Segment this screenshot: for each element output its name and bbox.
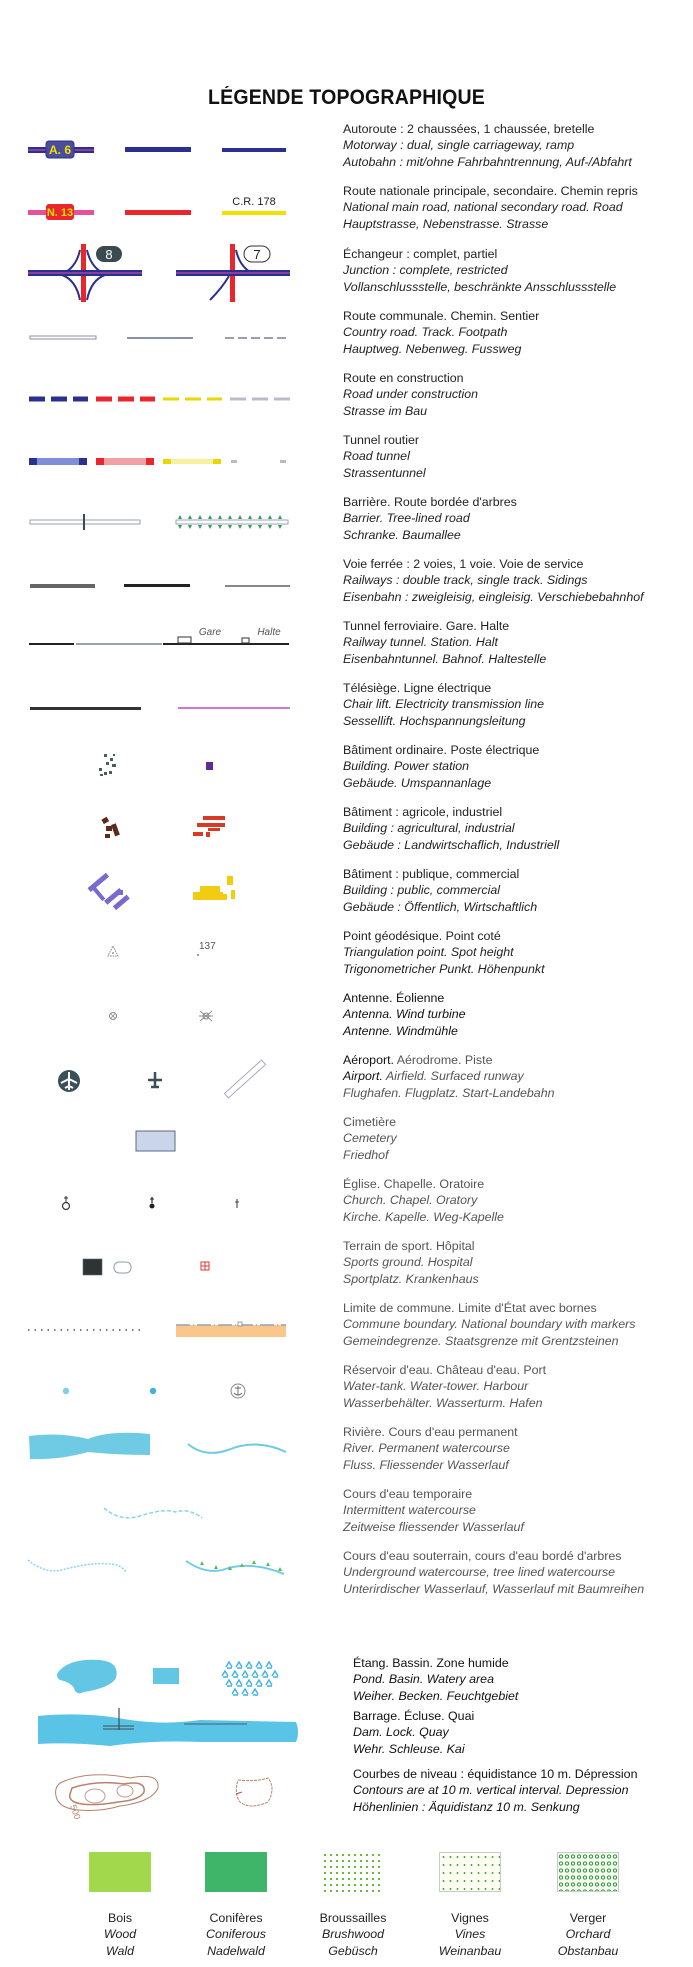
legend-text: Tunnel routier Road tunnel Strassentunnel — [343, 433, 426, 480]
legend-entry-water-tank — [0, 1362, 693, 1408]
legend-entry-sports-ground — [0, 1238, 693, 1284]
legend-entry-dam — [0, 1706, 693, 1764]
boundary-symbols — [0, 1300, 330, 1346]
tree-mark — [266, 1562, 270, 1566]
halt-label: Halte — [257, 627, 281, 638]
legend-text: Courbes de niveau : équidistance 10 m. Dépression Contours are at 10 m. vertical interval. Depression Höhenlinien : Äquidistanz 10 m. Senkung — [353, 1767, 638, 1814]
tree-mark — [218, 525, 222, 529]
legend-entry-triangulation — [0, 928, 693, 974]
tree-mark — [258, 525, 262, 529]
tree-mark — [248, 525, 252, 529]
tree-mark — [178, 515, 182, 519]
legend-entry-underground — [0, 1548, 693, 1594]
legend-text: Tunnel ferroviaire. Gare. Halte Railway tunnel. Station. Halt Eisenbahntunnel. Bahnof. Haltestelle — [343, 619, 547, 666]
contour-value-label: 500 — [68, 1803, 83, 1821]
airfield-fr-label: Aérodrome. Piste — [396, 1053, 493, 1067]
pond-icon — [57, 1660, 117, 1694]
legend-entry-building-agri-industrial — [0, 804, 693, 850]
wetland-mark — [272, 1671, 278, 1677]
tree-mark — [258, 515, 262, 519]
legend-text: Réservoir d'eau. Château d'eau. Port Water-tank. Water-tower. Harbour Wasserbehälter. Wasserturm. Hafen — [343, 1363, 547, 1410]
legend-entry-intermittent — [0, 1486, 693, 1532]
tree-mark — [188, 515, 192, 519]
wetland-mark — [266, 1662, 272, 1668]
wetland-mark — [236, 1680, 242, 1686]
tree-mark — [248, 515, 252, 519]
wetland-mark — [256, 1680, 262, 1686]
cemetery-icon — [136, 1131, 175, 1151]
tree-mark — [268, 515, 272, 519]
tree-mark — [178, 525, 182, 529]
legend-text: Terrain de sport. Hôpital Sports ground. Hospital Sportplatz. Krankenhaus — [343, 1239, 479, 1286]
route-number-label: A. 6 — [48, 143, 72, 157]
legend-entry-chair-lift — [0, 680, 693, 726]
legend-text: Autoroute : 2 chaussées, 1 chaussée, bretelle Motorway : dual, single carriageway, ramp Autobahn : mit/ohne Fahrbahntrennung, Auf-/Abfahrt — [343, 122, 632, 169]
vegetation-coniferous: Conifères Coniferous Nadelwald — [181, 1852, 291, 1959]
tree-mark — [228, 515, 232, 519]
wood-swatch — [89, 1852, 151, 1892]
legend-text: Échangeur : complet, partiel Junction : complete, restricted Vollanschlussstelle, beschränkte Ansschlussstelle — [343, 247, 617, 294]
legend-entry-boundary — [0, 1300, 693, 1346]
legend-entry-pond — [0, 1648, 693, 1706]
wetland-mark — [252, 1689, 258, 1695]
wetland-mark — [246, 1662, 252, 1668]
legend-text: Cours d'eau temporaire Intermittent watercourse Zeitweise fliessender Wasserlauf — [343, 1487, 524, 1534]
sports-ground-symbols — [0, 1238, 330, 1284]
orchard-swatch — [557, 1852, 619, 1892]
wind-turbine-icon — [199, 1011, 213, 1021]
tree-mark — [214, 1565, 218, 1569]
brushwood-swatch — [322, 1852, 384, 1892]
legend-text: Bâtiment : publique, commercial Building : public, commercial Gebäude : Öffentlich, Wirtschaftlich — [343, 867, 538, 914]
legend-entry-country-road — [0, 308, 693, 354]
water-tank-symbols — [0, 1362, 330, 1408]
national-road-symbols — [0, 183, 330, 229]
intermittent-watercourse-symbols — [0, 1486, 330, 1532]
legend-entry-airport — [0, 1052, 693, 1098]
legend-entry-cemetery — [0, 1114, 693, 1160]
stadium-icon — [114, 1262, 131, 1273]
antenna-icon — [110, 1013, 117, 1020]
water-tower-icon — [150, 1388, 156, 1394]
junction-number-label: 8 — [105, 247, 113, 262]
watercourse-line — [188, 1444, 286, 1453]
legend-entry-road-tunnel — [0, 432, 693, 478]
station-label: Gare — [198, 627, 222, 638]
tree-mark — [208, 525, 212, 529]
tree-mark — [238, 515, 242, 519]
chair-lift-symbols — [0, 680, 330, 726]
boundary-marker — [238, 1322, 242, 1326]
motorway-symbols — [0, 121, 330, 167]
legend-entry-motorway — [0, 121, 693, 167]
dam-symbols — [0, 1706, 330, 1764]
legend-entry-antenna — [0, 990, 693, 1036]
legend-entry-junction — [0, 244, 693, 304]
tree-mark — [278, 525, 282, 529]
legend-entry-church — [0, 1176, 693, 1222]
contour-index — [70, 1783, 144, 1805]
legend-text: Route nationale principale, secondaire. Chemin repris National main road, national secondary road. Road Hauptstrasse, Nebenstrasse. Strasse — [343, 184, 638, 231]
tree-mark — [252, 1560, 256, 1564]
tree-mark — [278, 1567, 282, 1571]
legend-text: Antenne. Éolienne Antenna. Wind turbine Antenne. Windmühle — [343, 991, 466, 1038]
spot-height-dot — [197, 954, 199, 956]
basin-icon — [153, 1668, 179, 1684]
watery-area-icon — [222, 1662, 278, 1695]
junction-number-label: 7 — [253, 247, 261, 262]
railway-symbols — [0, 556, 330, 602]
wetland-mark — [232, 1689, 238, 1695]
tree-mark — [278, 515, 282, 519]
contour-symbols — [0, 1766, 330, 1836]
river-area — [38, 1714, 298, 1746]
underground-watercourse-symbols — [0, 1548, 330, 1594]
cr-number-label: C.R. 178 — [232, 196, 276, 208]
wetland-mark — [226, 1680, 232, 1686]
legend-text: Limite de commune. Limite d'État avec bornes Commune boundary. National boundary with markers Gemeindegrenze. Staatsgrenze mit Grentzsteinen — [343, 1301, 636, 1348]
national-boundary — [176, 1325, 286, 1337]
legend-text: Route en construction Road under construction Strasse im Bau — [343, 371, 479, 418]
junction-symbols — [0, 244, 330, 304]
route-number-label: N. 13 — [46, 207, 74, 219]
vegetation-brushwood: Broussailles Brushwood Gebüsch — [298, 1852, 408, 1959]
wetland-mark — [246, 1680, 252, 1686]
tree-mark — [188, 525, 192, 529]
legend-entry-road-construction — [0, 370, 693, 416]
tree-mark — [208, 515, 212, 519]
legend-text: Bâtiment ordinaire. Poste électrique Building. Power station Gebäude. Umspannanlage — [343, 743, 540, 790]
spot-height-label: 137 — [199, 941, 216, 952]
road-tunnel-symbols — [0, 432, 330, 478]
wetland-mark — [236, 1662, 242, 1668]
wetland-mark — [226, 1662, 232, 1668]
legend-entry-barrier — [0, 494, 693, 540]
vines-swatch — [439, 1852, 501, 1892]
legend-entry-building — [0, 742, 693, 788]
triangulation-icon — [108, 946, 118, 956]
river-symbols — [0, 1424, 330, 1470]
legend-text: Étang. Bassin. Zone humide Pond. Basin. Watery area Weiher. Becken. Feuchtgebiet — [353, 1656, 519, 1703]
barrier-symbols — [0, 494, 330, 540]
tree-mark — [198, 515, 202, 519]
construction-road-symbols — [0, 370, 330, 416]
railway-tunnel-symbols — [0, 618, 330, 664]
vegetation-vines: Vignes Vines Weinanbau — [415, 1852, 525, 1959]
wetland-mark — [232, 1671, 238, 1677]
sports-ground-icon — [83, 1259, 102, 1275]
legend-text: Bâtiment : agricole, industriel Building : agricultural, industrial Gebäude : Landwirtschaflich, Industriell — [343, 805, 560, 852]
church-symbols — [0, 1176, 330, 1222]
coniferous-swatch — [205, 1852, 267, 1892]
legend-text: Route communale. Chemin. Sentier Country road. Track. Footpath Hauptweg. Nebenweg. Fussweg — [343, 309, 540, 356]
legend-text: Cimetière Cemetery Friedhof — [343, 1115, 397, 1162]
legend-text: Voie ferrée : 2 voies, 1 voie. Voie de service Railways : double track, single track. Sidings Eisenbahn : zweigleisig, eingleisig. Verschiebebahnhof — [343, 557, 644, 604]
hospital-icon — [201, 1262, 209, 1270]
legend-text: Télésiège. Ligne électrique Chair lift. Electricity transmission line Sessellift. Hochspannungsleitung — [343, 681, 545, 728]
tree-mark — [228, 525, 232, 529]
legend-text: Rivière. Cours d'eau permanent River. Permanent watercourse Fluss. Fliessender Wasserlauf — [343, 1425, 518, 1472]
country-road-symbols — [0, 308, 330, 354]
airfield-icon — [148, 1072, 162, 1088]
legend-text: Église. Chapelle. Oratoire Church. Chapel. Oratory Kirche. Kapelle. Weg-Kapelle — [343, 1177, 504, 1224]
triangulation-symbols — [0, 928, 330, 974]
page-title: LÉGENDE TOPOGRAPHIQUE — [207, 86, 485, 110]
building-agri-industrial-symbols — [0, 804, 330, 850]
wetland-mark — [256, 1662, 262, 1668]
river-area — [29, 1433, 150, 1459]
legend-text: Point géodésique. Point coté Triangulation point. Spot height Trigonometricher Punkt. Höhenpunkt — [343, 929, 545, 976]
oratory-icon — [235, 1199, 239, 1208]
legend-text: Aéroport. Aérodrome. Piste Airport. Airfield. Surfaced runway Flughafen. Flugplatz. Start-Landebahn — [343, 1053, 555, 1100]
wetland-mark — [266, 1680, 272, 1686]
airport-icon — [58, 1070, 80, 1092]
legend-text: Barrage. Écluse. Quai Dam. Lock. Quay Wehr. Schleuse. Kai — [353, 1709, 475, 1756]
vegetation-wood: Bois Wood Wald — [65, 1852, 175, 1959]
tree-mark — [218, 515, 222, 519]
tree-mark — [268, 525, 272, 529]
legend-entry-contours — [0, 1766, 693, 1836]
legend-entry-railways — [0, 556, 693, 602]
cemetery-symbols — [0, 1114, 330, 1160]
wetland-mark — [262, 1671, 268, 1677]
vegetation-orchard: Verger Orchard Obstanbau — [533, 1852, 643, 1959]
tree-marks — [178, 515, 282, 529]
water-tank-icon — [63, 1388, 69, 1394]
wetland-mark — [222, 1671, 228, 1677]
legend-entry-river — [0, 1424, 693, 1470]
legend-entry-national-road — [0, 183, 693, 229]
wetland-mark — [252, 1671, 258, 1677]
wetland-mark — [242, 1671, 248, 1677]
legend-text: Cours d'eau souterrain, cours d'eau bordé d'arbres Underground watercourse, tree lined watercourse Unterirdischer Wasserlauf, Wasserlauf mit Baumreihen — [343, 1549, 645, 1596]
airport-symbols — [0, 1052, 330, 1098]
antenna-symbols — [0, 990, 330, 1036]
runway-icon — [224, 1060, 265, 1098]
building-public-commercial-symbols — [0, 866, 330, 912]
legend-text: Barrière. Route bordée d'arbres Barrier. Tree-lined road Schranke. Baumallee — [343, 495, 517, 542]
harbour-anchor-icon — [231, 1384, 245, 1398]
pond-symbols — [0, 1648, 330, 1706]
tree-mark — [200, 1561, 204, 1565]
legend-entry-railway-tunnel — [0, 618, 693, 664]
legend-entry-building-public-commercial — [0, 866, 693, 912]
church-icon — [63, 1196, 70, 1210]
airport-fr-label: Aéroport. — [343, 1053, 394, 1067]
tree-mark — [238, 525, 242, 529]
wetland-mark — [242, 1689, 248, 1695]
chapel-icon — [150, 1197, 155, 1209]
tree-mark — [198, 525, 202, 529]
building-symbols — [0, 742, 330, 788]
